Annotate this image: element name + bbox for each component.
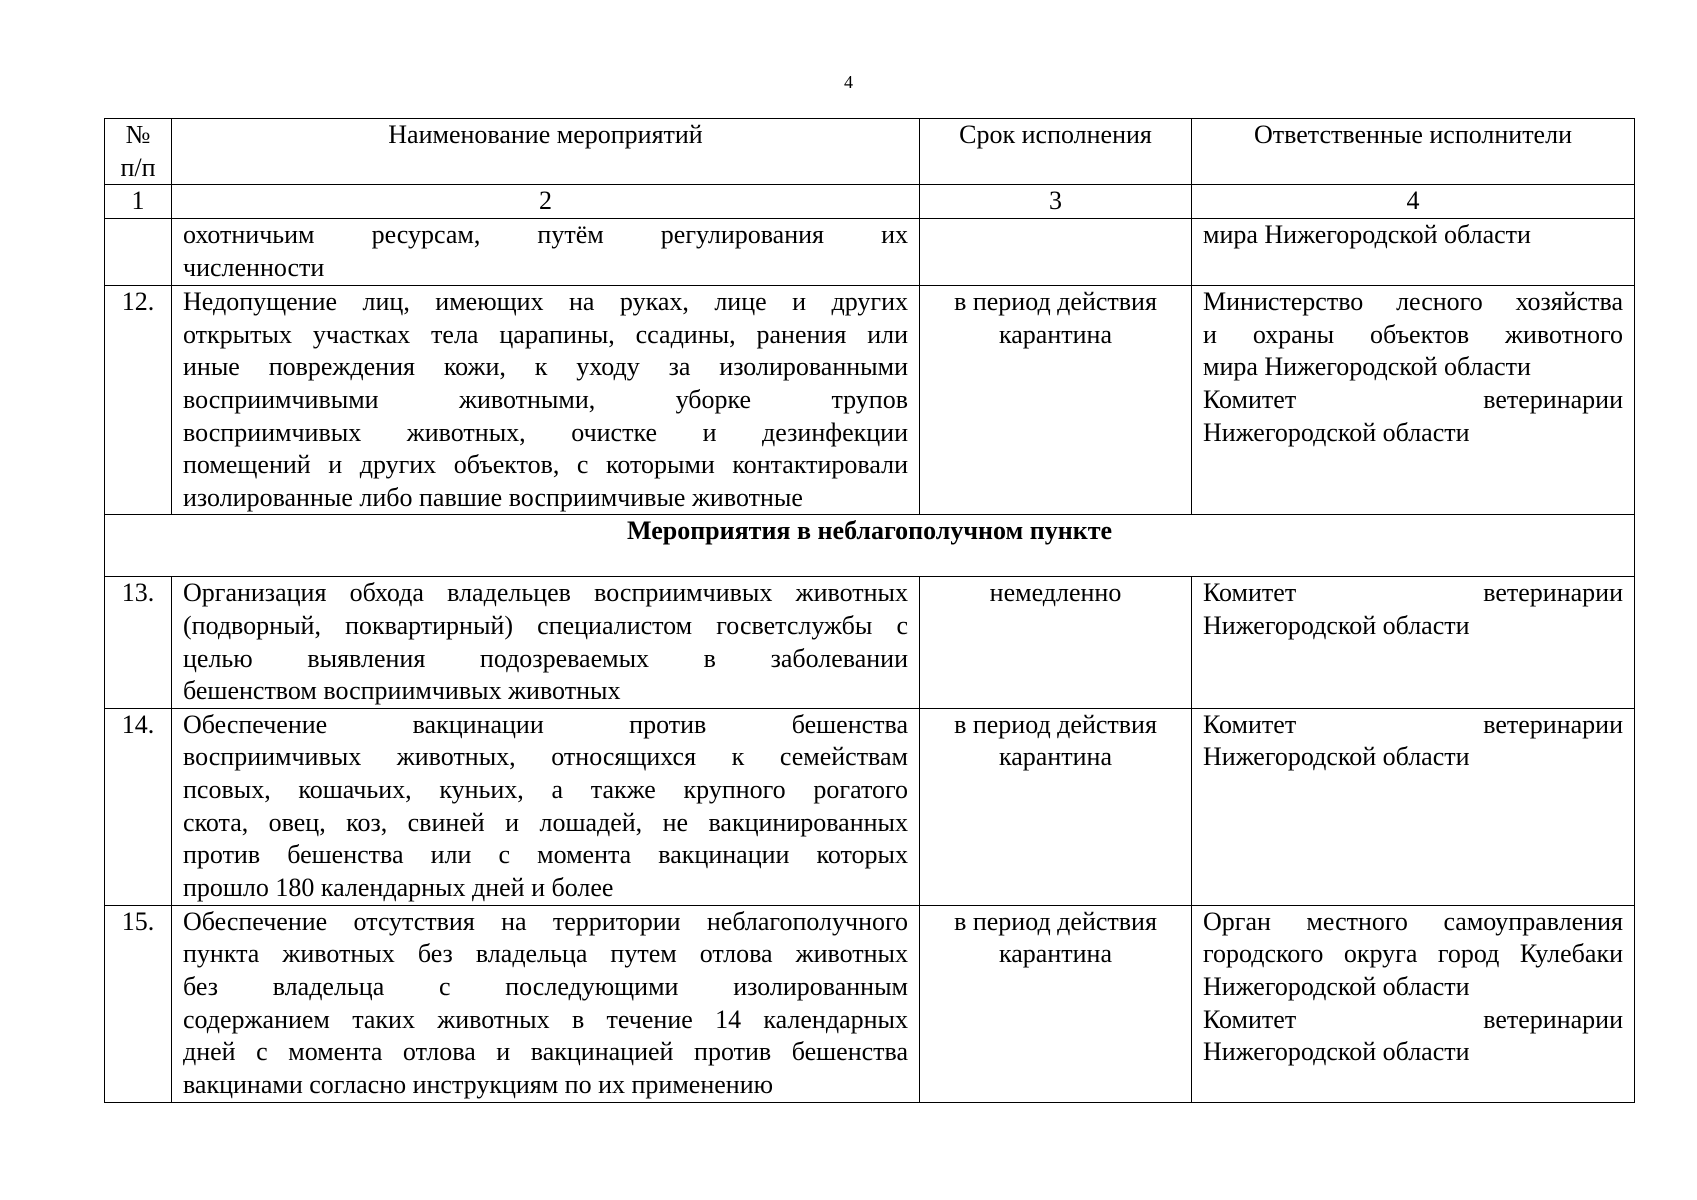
responsible-text-line: Комитет ветеринарии [1203, 384, 1623, 414]
measure-text-line: Обеспечение отсутствия на территории неблагополучного [183, 906, 908, 936]
measure-text-line: Организация обхода владельцев восприимчивых животных [183, 578, 908, 608]
measure-name [172, 905, 920, 1102]
responsible-text-line: Орган местного самоуправления [1203, 906, 1623, 936]
column-number: 4 [1192, 185, 1635, 219]
measure-text-line: содержанием таких животных в течение 14 календарных [183, 1004, 908, 1034]
header-measure-name: Наименование мероприятий [172, 119, 920, 185]
measure-text-line: восприимчивыми животными, уборке трупов [183, 384, 908, 414]
table-header-row [105, 119, 1635, 185]
column-number: 3 [920, 185, 1192, 219]
responsible-text-line: Комитет ветеринарии [1203, 1004, 1623, 1034]
measure-name [172, 577, 920, 708]
responsible [1192, 905, 1635, 1102]
measure-text-line: охотничьим ресурсам, путём регулирования их [183, 220, 908, 250]
measure-text-line: (подворный, поквартирный) специалистом госветслужбы с [183, 610, 908, 640]
responsible-text-line: Нижегородской области [1203, 610, 1470, 640]
section-heading-row [105, 515, 1635, 577]
measure-text-line: вакцинами согласно инструкциям по их применению [183, 1069, 774, 1099]
row-number [105, 219, 172, 286]
responsible [1192, 708, 1635, 905]
measure-text-line: восприимчивых животных, относящихся к семействам [183, 742, 908, 772]
deadline [920, 905, 1192, 1102]
measure-text-line: прошло 180 календарных дней и более [183, 872, 614, 902]
measure-text-line: бешенством восприимчивых животных [183, 676, 621, 706]
measure-text-line: скота, овец, коз, свиней и лошадей, не вакцинированных [183, 807, 908, 837]
page-number: 4 [844, 72, 853, 92]
deadline-text-line: карантина [999, 742, 1112, 772]
column-number: 1 [105, 185, 172, 219]
header-number [105, 119, 172, 185]
measure-text-line: против бешенства или с момента вакцинации которых [183, 840, 908, 870]
row-number: 13. [105, 577, 172, 708]
responsible [1192, 219, 1635, 286]
measure-text-line: дней с момента отлова и вакцинацией против бешенства [183, 1037, 908, 1067]
responsible-text-line: Комитет ветеринарии [1203, 578, 1623, 608]
table-row [105, 905, 1635, 1102]
measure-text-line: иные повреждения кожи, к уходу за изолированными [183, 352, 908, 382]
column-number: 2 [172, 185, 920, 219]
table-row [105, 219, 1635, 286]
measure-name [172, 219, 920, 286]
header-responsible: Ответственные исполнители [1192, 119, 1635, 185]
deadline [920, 577, 1192, 708]
responsible [1192, 286, 1635, 515]
responsible-text-line: Нижегородской области [1203, 971, 1470, 1001]
measure-text-line: восприимчивых животных, очистке и дезинфекции [183, 417, 908, 447]
responsible-text-line: и охраны объектов животного [1203, 319, 1623, 349]
responsible-text-line: Нижегородской области [1203, 742, 1470, 772]
deadline-text-line: в период действия [954, 287, 1157, 317]
responsible-text-line: мира Нижегородской области [1203, 220, 1531, 250]
table-row [105, 708, 1635, 905]
row-number: 12. [105, 286, 172, 515]
section-heading: Мероприятия в неблагополучном пункте [105, 515, 1635, 577]
measure-text-line: целью выявления подозреваемых в заболевании [183, 643, 908, 673]
responsible-text-line: Министерство лесного хозяйства [1203, 287, 1623, 317]
deadline [920, 286, 1192, 515]
measure-text-line: численности [183, 252, 325, 282]
table-row [105, 577, 1635, 708]
deadline-text-line: немедленно [989, 578, 1122, 608]
measure-text-line: помещений и других объектов, с которыми контактировали [183, 450, 908, 480]
measure-text-line: открытых участках тела царапины, ссадины, ранения или [183, 319, 908, 349]
measure-text-line: без владельца с последующими изолированным [183, 971, 908, 1001]
deadline-text-line: карантина [999, 319, 1112, 349]
responsible-text-line: Нижегородской области [1203, 1037, 1470, 1067]
deadline [920, 708, 1192, 905]
header-deadline: Срок исполнения [920, 119, 1192, 185]
responsible-text-line: мира Нижегородской области [1203, 352, 1531, 382]
measure-text-line: пункта животных без владельца путем отлова животных [183, 939, 908, 969]
row-number: 14. [105, 708, 172, 905]
measures-table [104, 118, 1635, 1103]
measure-text-line: Обеспечение вакцинации против бешенства [183, 709, 908, 739]
column-number-row [105, 185, 1635, 219]
deadline-text-line: в период действия [954, 906, 1157, 936]
responsible-text-line: Нижегородской области [1203, 417, 1470, 447]
deadline-text-line: карантина [999, 939, 1112, 969]
responsible [1192, 577, 1635, 708]
measure-name [172, 708, 920, 905]
measure-text-line: Недопущение лиц, имеющих на руках, лице и других [183, 287, 908, 317]
deadline-text-line: в период действия [954, 709, 1157, 739]
row-number: 15. [105, 905, 172, 1102]
measure-text-line: псовых, кошачьих, куньих, а также крупного рогатого [183, 774, 908, 804]
responsible-text-line: городского округа город Кулебаки [1203, 939, 1623, 969]
header-number-line: п/п [120, 152, 156, 182]
measure-name [172, 286, 920, 515]
measure-text-line: изолированные либо павшие восприимчивые животные [183, 482, 803, 512]
table-row [105, 286, 1635, 515]
responsible-text-line: Комитет ветеринарии [1203, 709, 1623, 739]
deadline [920, 219, 1192, 286]
header-number-line: № [125, 120, 151, 149]
